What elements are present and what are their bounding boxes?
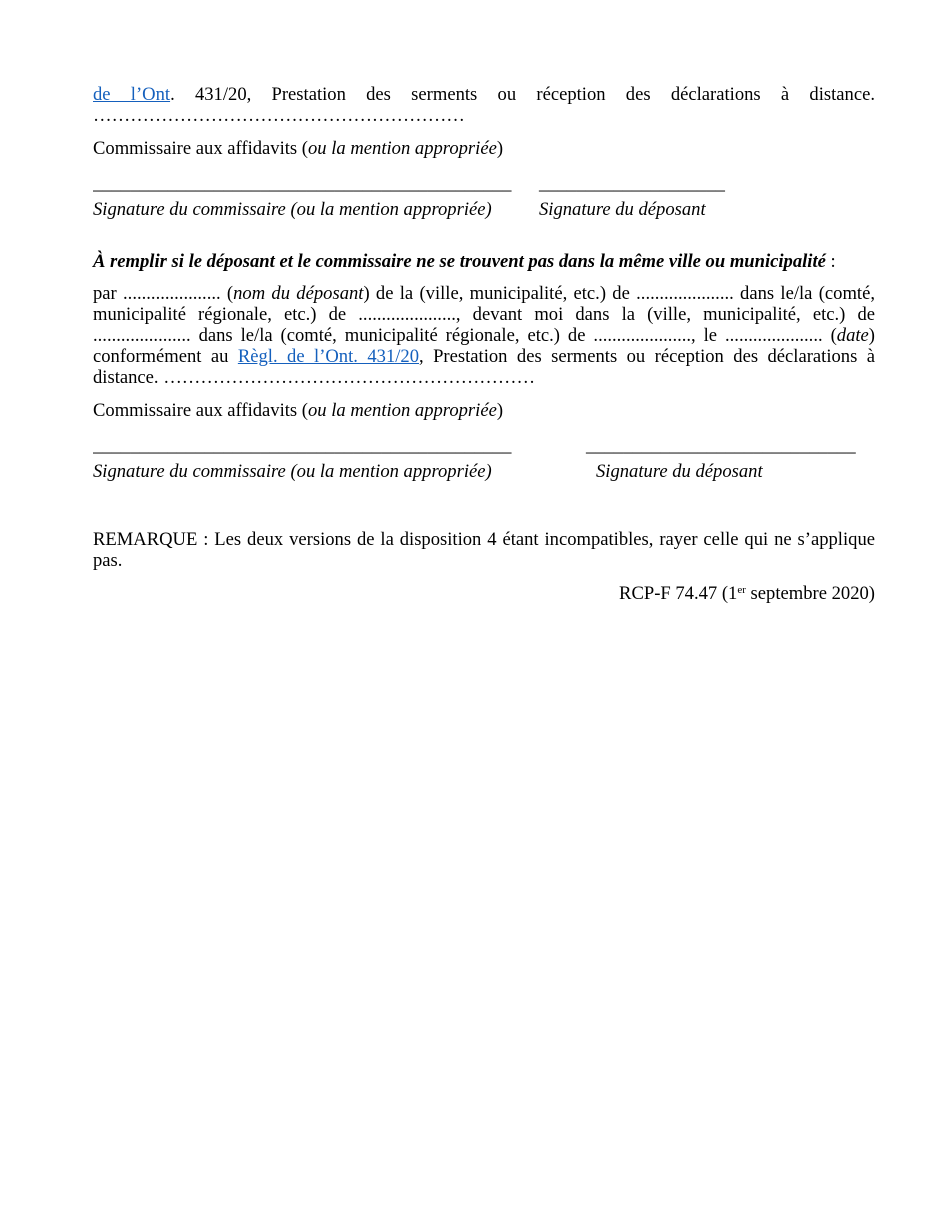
remote-paragraph-part-3: ) conformément au <box>93 325 875 367</box>
remark-text: REMARQUE : Les deux versions de la disposition 4 étant incompatibles, rayer celle qui ne s’applique pas. <box>93 529 875 571</box>
deponent-signature-line[interactable]: ____________________ <box>539 173 725 194</box>
dots-filler: …………………………………………………… <box>93 105 465 126</box>
commissioner-italic: ou la mention appropriée <box>308 138 497 159</box>
continued-paragraph-dots <box>93 105 875 126</box>
signature-labels-2 <box>93 461 875 483</box>
remote-paragraph-part-2: ) de la (ville, municipalité, etc.) de ..................... dans le/la (comté, municipalité régionale, etc.) de ....................., devant moi dans la (ville, municipalité, etc.) de ..................... dans le/la (comté, municipalité régionale, etc.) de ....................., le ..................... ( <box>93 283 875 346</box>
commissioner-signature-label: Signature du commissaire (ou la mention appropriée) <box>93 199 492 220</box>
form-code-sup: er <box>737 584 746 596</box>
commissioner-suffix: ) <box>496 138 504 159</box>
form-code-prefix: RCP-F 74.47 (1 <box>619 583 738 604</box>
form-code-suffix: septembre 2020) <box>745 583 875 604</box>
remote-paragraph-part-4: , Prestation des serments ou réception des déclarations à distance. …………………………………………………… <box>93 346 875 388</box>
commissioner-prefix: Commissaire aux affidavits ( <box>93 138 308 159</box>
commissioner-signature-line[interactable]: _____________________________________________ <box>93 173 512 194</box>
deponent-signature-line[interactable]: _____________________________ <box>586 435 856 456</box>
date-placeholder: date <box>836 325 869 346</box>
commissioner-suffix: ) <box>496 400 504 421</box>
signature-lines-2 <box>93 435 875 457</box>
continued-paragraph-text: . 431/20, Prestation des serments ou réception des déclarations à distance. <box>170 84 875 105</box>
form-code <box>93 583 875 604</box>
remote-heading-colon: : <box>825 251 836 272</box>
commissioner-prefix: Commissaire aux affidavits ( <box>93 400 308 421</box>
remote-heading <box>93 251 875 272</box>
deponent-signature-label: Signature du déposant <box>539 199 706 220</box>
commissioner-line-1 <box>93 138 875 159</box>
commissioner-italic: ou la mention appropriée <box>308 400 497 421</box>
continued-paragraph <box>93 84 875 105</box>
deponent-name-placeholder: nom du déposant <box>233 283 364 304</box>
deponent-signature-label: Signature du déposant <box>596 461 763 482</box>
regulation-link[interactable]: Règl. de l’Ont. 431/20 <box>237 346 420 367</box>
remote-paragraph <box>93 283 875 388</box>
remote-paragraph-part-1: par ..................... ( <box>93 283 234 304</box>
form-page <box>93 84 875 604</box>
signature-labels-1 <box>93 199 875 221</box>
commissioner-signature-line[interactable]: _____________________________________________ <box>93 435 512 456</box>
commissioner-line-2 <box>93 400 875 421</box>
commissioner-signature-label: Signature du commissaire (ou la mention appropriée) <box>93 461 492 482</box>
regulation-link-tail[interactable]: de l’Ont <box>93 84 171 105</box>
signature-lines-1 <box>93 173 875 195</box>
remark-paragraph <box>93 529 875 571</box>
remote-heading-text: À remplir si le déposant et le commissaire ne se trouvent pas dans la même ville ou municipalité <box>93 251 826 272</box>
